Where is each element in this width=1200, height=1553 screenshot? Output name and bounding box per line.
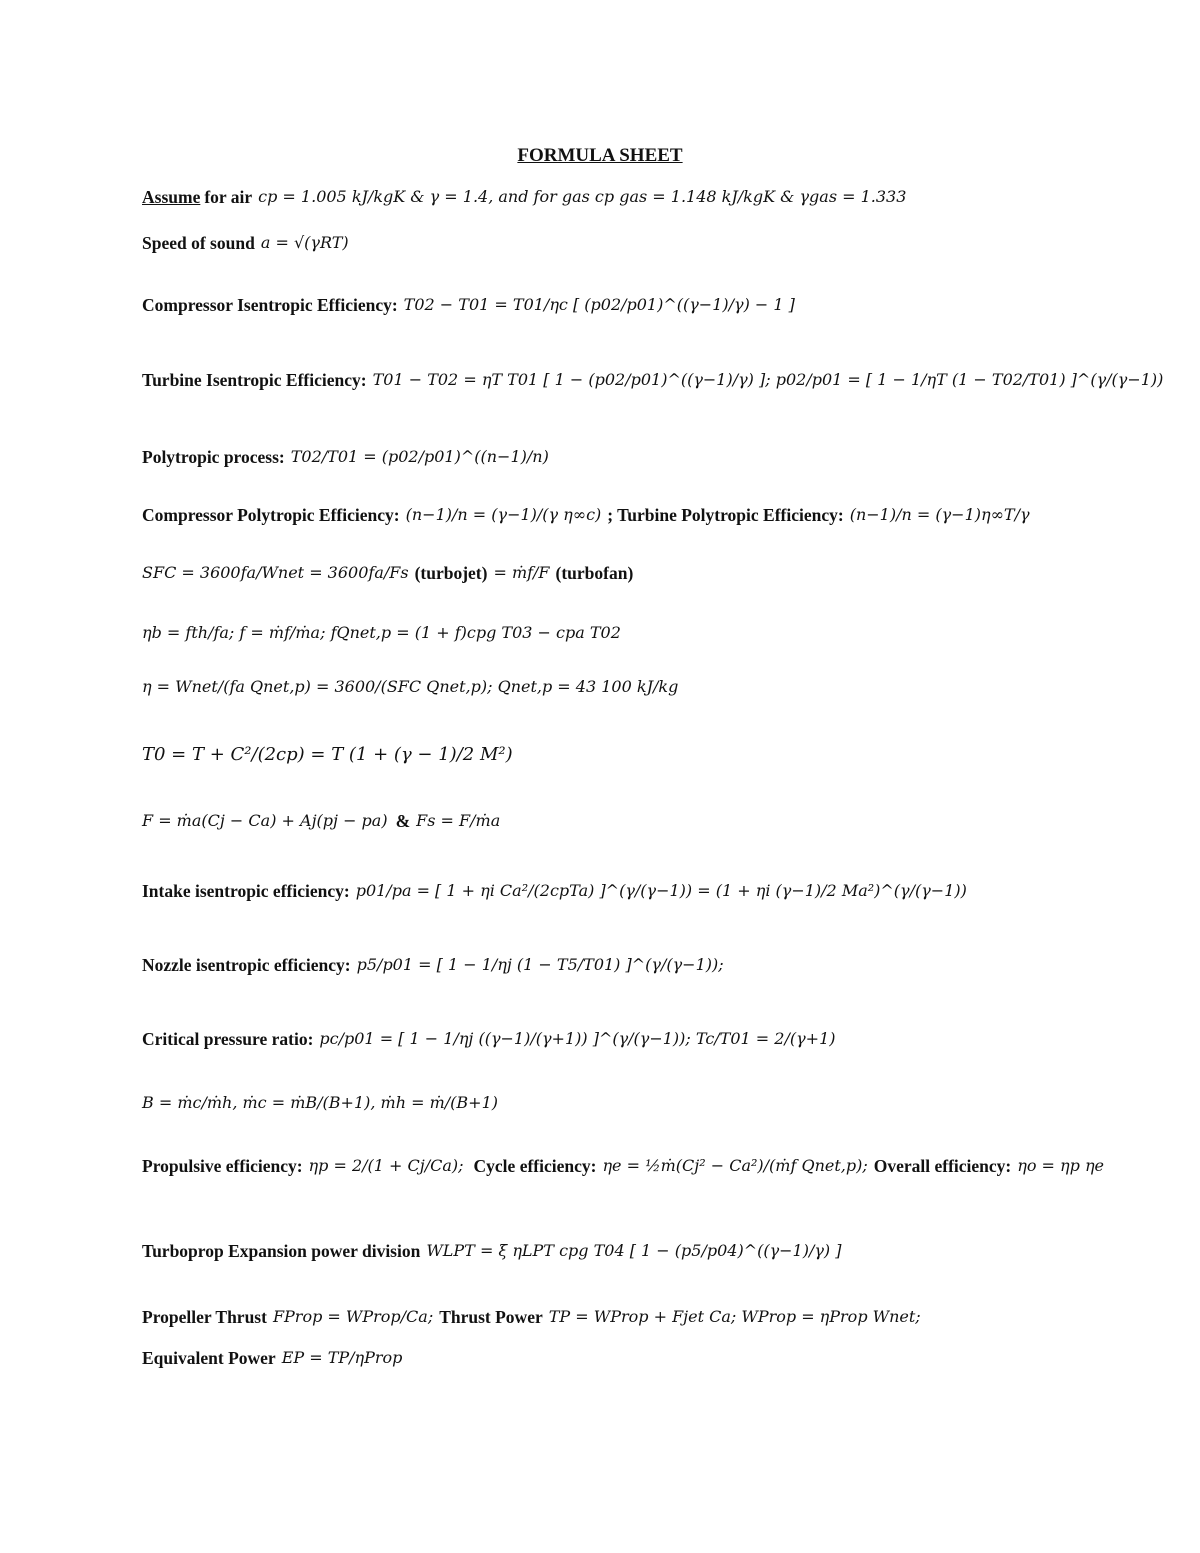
formula-line-equivalent-power (142, 1347, 1042, 1369)
formula-line-turboprop-expansion (142, 1240, 1042, 1262)
compressor-polytropic-label: Compressor Polytropic Efficiency: (142, 505, 400, 525)
cycle-efficiency-expr: ηe = ½ṁ(Cj² − Ca²)/(ṁf Qnet,p); (602, 1156, 868, 1175)
turbine-polytropic-label: ; Turbine Polytropic Efficiency: (607, 505, 844, 525)
turboprop-expansion-expr: WLPT = ξ ηLPT cpg T04 [ 1 − (p5/p04)^((γ−1)/γ) ] (426, 1241, 842, 1260)
overall-efficiency-expr: ηo = ηp ηe (1017, 1156, 1105, 1175)
cycle-efficiency-label: Cycle efficiency: (473, 1156, 597, 1176)
formula-line-efficiencies (142, 1155, 1105, 1177)
intake-efficiency-label: Intake isentropic efficiency: (142, 881, 350, 901)
formula-line-nozzle-efficiency (142, 954, 1042, 976)
propeller-thrust-label: Propeller Thrust (142, 1307, 267, 1327)
sfc-turbofan-expr: = ṁf/F (493, 563, 550, 582)
compressor-isentropic-expr: T02 − T01 = T01/ηc [ (p02/p01)^((γ−1)/γ) − 1 ] (403, 295, 795, 314)
bypass-ratio-expr: B = ṁc/ṁh, ṁc = ṁB/(B+1), ṁh = ṁ/(B+1) (142, 1093, 498, 1112)
sfc-turbofan-label: (turbofan) (555, 563, 634, 583)
sfc-turbojet-label: (turbojet) (414, 563, 488, 583)
formula-line-speed-of-sound (142, 232, 1042, 254)
assume-label: Assume (142, 187, 201, 207)
propeller-thrust-expr: FProp = WProp/Ca; (272, 1307, 434, 1326)
compressor-polytropic-expr: (n−1)/n = (γ−1)/(γ η∞c) (405, 505, 602, 524)
formula-line-polytropic-efficiency (142, 504, 1042, 526)
combustion-expr: ηb = fth/fa; f = ṁf/ṁa; fQnet,p = (1 + f)cpg T03 − cpa T02 (142, 623, 621, 642)
critical-pressure-expr: pc/p01 = [ 1 − 1/ηj ((γ−1)/(γ+1)) ]^(γ/(γ−1)); Tc/T01 = 2/(γ+1) (319, 1029, 836, 1048)
turbine-polytropic-expr: (n−1)/n = (γ−1)η∞T/γ (849, 505, 1030, 524)
formula-line-bypass-ratio (142, 1092, 1042, 1114)
sfc-expr: SFC = 3600fa/Wnet = 3600fa/Fs (142, 563, 409, 582)
equivalent-power-expr: EP = TP/ηProp (281, 1348, 403, 1367)
polytropic-process-expr: T02/T01 = (p02/p01)^((n−1)/n) (290, 447, 549, 466)
formula-line-turbine-isentropic (142, 369, 1164, 391)
nozzle-efficiency-label: Nozzle isentropic efficiency: (142, 955, 351, 975)
turbine-isentropic-expr: T01 − T02 = ηT T01 [ 1 − (p02/p01)^((γ−1)/γ) ]; p02/p01 = [ 1 − 1/ηT (1 − T02/T01) ]^(γ/(γ−1)) (372, 370, 1164, 389)
formula-line-assume (142, 186, 1042, 208)
turbine-isentropic-label: Turbine Isentropic Efficiency: (142, 370, 367, 390)
assume-expr: cp = 1.005 kJ/kgK & γ = 1.4, and for gas cp gas = 1.148 kJ/kgK & γgas = 1.333 (258, 187, 907, 206)
page-title: FORMULA SHEET (517, 145, 683, 166)
formula-line-intake-efficiency (142, 880, 1042, 902)
polytropic-process-label: Polytropic process: (142, 447, 285, 467)
stagnation-temperature-expr: T0 = T + C²/(2cp) = T (1 + (γ − 1)/2 M²) (142, 744, 513, 765)
thermal-efficiency-expr: η = Wnet/(fa Qnet,p) = 3600/(SFC Qnet,p); Qnet,p = 43 100 kJ/kg (142, 677, 679, 696)
equivalent-power-label: Equivalent Power (142, 1348, 276, 1368)
formula-line-critical-pressure (142, 1028, 1042, 1050)
formula-line-compressor-isentropic (142, 294, 1042, 316)
propulsive-efficiency-expr: ηp = 2/(1 + Cj/Ca); (308, 1156, 464, 1175)
formula-line-combustion (142, 622, 1042, 644)
formula-line-polytropic-process (142, 446, 1042, 468)
intake-efficiency-expr: p01/pa = [ 1 + ηi Ca²/(2cpTa) ]^(γ/(γ−1)) = (1 + ηi (γ−1)/2 Ma²)^(γ/(γ−1)) (355, 881, 967, 900)
thrust-and-label: & (395, 811, 411, 831)
thrust-expr: F = ṁa(Cj − Ca) + Aj(pj − pa) (142, 811, 388, 830)
propulsive-efficiency-label: Propulsive efficiency: (142, 1156, 303, 1176)
speed-of-sound-label: Speed of sound (142, 233, 255, 253)
formula-line-stagnation-temperature (142, 744, 1042, 766)
formula-line-thrust (142, 810, 1042, 832)
thrust-power-label: Thrust Power (439, 1307, 543, 1327)
speed-of-sound-expr: a = √(γRT) (260, 233, 349, 252)
assume-rest: for air (204, 187, 253, 207)
critical-pressure-label: Critical pressure ratio: (142, 1029, 314, 1049)
thrust-power-expr: TP = WProp + Fjet Ca; WProp = ηProp Wnet; (548, 1307, 921, 1326)
turboprop-expansion-label: Turboprop Expansion power division (142, 1241, 421, 1261)
overall-efficiency-label: Overall efficiency: (873, 1156, 1012, 1176)
compressor-isentropic-label: Compressor Isentropic Efficiency: (142, 295, 398, 315)
formula-line-thermal-efficiency (142, 676, 1042, 698)
nozzle-efficiency-expr: p5/p01 = [ 1 − 1/ηj (1 − T5/T01) ]^(γ/(γ−1)); (356, 955, 724, 974)
specific-thrust-expr: Fs = F/ṁa (416, 811, 501, 830)
formula-line-propeller-thrust (142, 1306, 1042, 1328)
formula-line-sfc (142, 562, 1042, 584)
